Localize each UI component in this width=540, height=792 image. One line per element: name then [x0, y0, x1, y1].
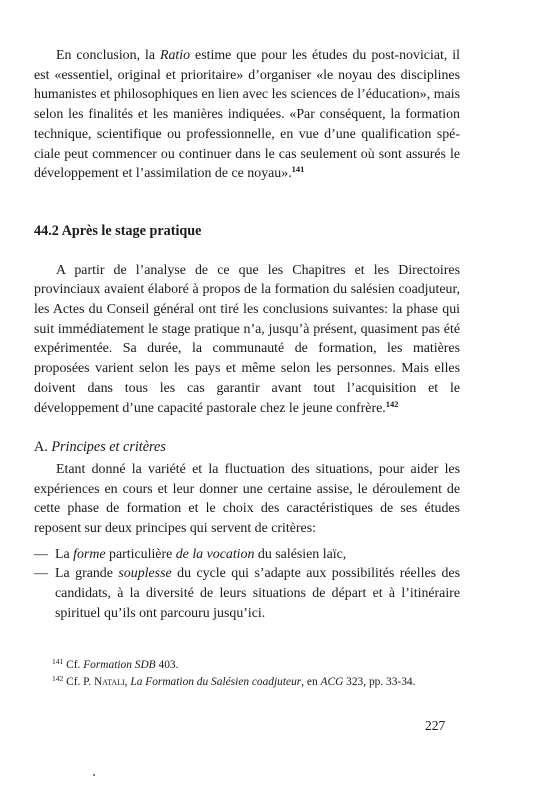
italic-souplesse: souplesse [118, 566, 172, 582]
footnotes [34, 657, 460, 691]
footnote-number: 141 [52, 656, 64, 666]
text-run: estime que pour les études du post-noviciat, il est «essentiel, original et prioritaire» d’organiser «le noyau des disciplines humanistes et philosophiques en lien avec les sciences de l’éducation», mais selon les finalités et les manières indiquées. «Par conséquent, la formation technique, scientifique ou professionnelle, en vue d’une qualification spéciale peut commencer ou continuer dans le cas seulement où sont assurés le développement et l’assimilation de ce noyau». [34, 48, 460, 182]
subsection-title: Principes et critères [51, 439, 166, 456]
scan-speck [93, 774, 95, 776]
list-item [34, 545, 460, 565]
text-run: particulière [105, 546, 176, 562]
text-run: Cf. [63, 658, 84, 671]
paragraph-conclusion [34, 46, 460, 184]
text-run: La [55, 546, 74, 562]
footnote-142 [34, 674, 460, 691]
paragraph-principles: Etant donné la variété et la fluctuation des situations, pour aider les expériences en cours et leur donner une certaine assise, le déroulement de cette phase de formation et le choix des caractéristiques de ses études reposent sur deux principes qui servent de critères: [34, 461, 460, 537]
text-run: , [124, 675, 131, 688]
dash-marker: — [34, 546, 48, 562]
italic-vocation: de la vocation [175, 546, 255, 562]
subsection-letter: A. [34, 439, 52, 456]
page-number: 227 [425, 718, 446, 733]
footnote-ref-142[interactable]: 142 [385, 398, 399, 409]
section-heading: 44.2 Après le stage pratique [34, 222, 202, 239]
list-item [34, 564, 460, 623]
text-run: La grande [55, 566, 119, 582]
text-run: Cf. P. [63, 675, 94, 688]
footnote-number: 142 [52, 673, 64, 683]
dash-marker: — [34, 566, 48, 582]
text-run: 403. [155, 658, 179, 671]
footnote-141 [34, 657, 460, 674]
citation-title: Formation SDB [83, 658, 156, 671]
text-run: du cycle qui s’adapte aux possibilités réelles des candidats, à la diversité de leurs situations de départ et à l’itinéraire spirituel qu’ils ont parcouru jusqu’ici. [55, 566, 461, 621]
subsection-heading [34, 438, 460, 458]
italic-forme: forme [73, 546, 106, 562]
text-run: A partir de l’analyse de ce que les Chapitres et les Directoires provinciaux avaient élaboré à propos de la formation du salésien coadjuteur, les Actes du Conseil général ont tiré les conclusions suivantes: la phase qui suit immédiatement le stage pratique n’a, jusqu’à présent, quasiment pas été expérimentée. Sa durée, la communauté de formation, les matières proposées varient selon les pays et même selon les personnes. Mais elles doivent dans tous les cas garantir avant tout l’acquisition et le développement d’une capacité pastorale chez le jeune confrère. [34, 262, 460, 416]
text-run: 323, pp. 33-34. [343, 675, 416, 688]
paragraph-analysis [34, 261, 460, 419]
text-run: du salésien laïc, [254, 546, 347, 562]
citation-title: La Formation du Salésien coadjuteur [130, 675, 302, 688]
text-run: , en [301, 675, 321, 688]
criteria-list [34, 545, 460, 624]
footnote-ref-141[interactable]: 141 [291, 164, 305, 175]
page-body [34, 46, 460, 691]
citation-source: ACG [320, 675, 344, 688]
author-name: Natali [93, 675, 125, 688]
text-run: En conclusion, la [56, 48, 160, 63]
italic-ratio: Ratio [159, 48, 191, 63]
